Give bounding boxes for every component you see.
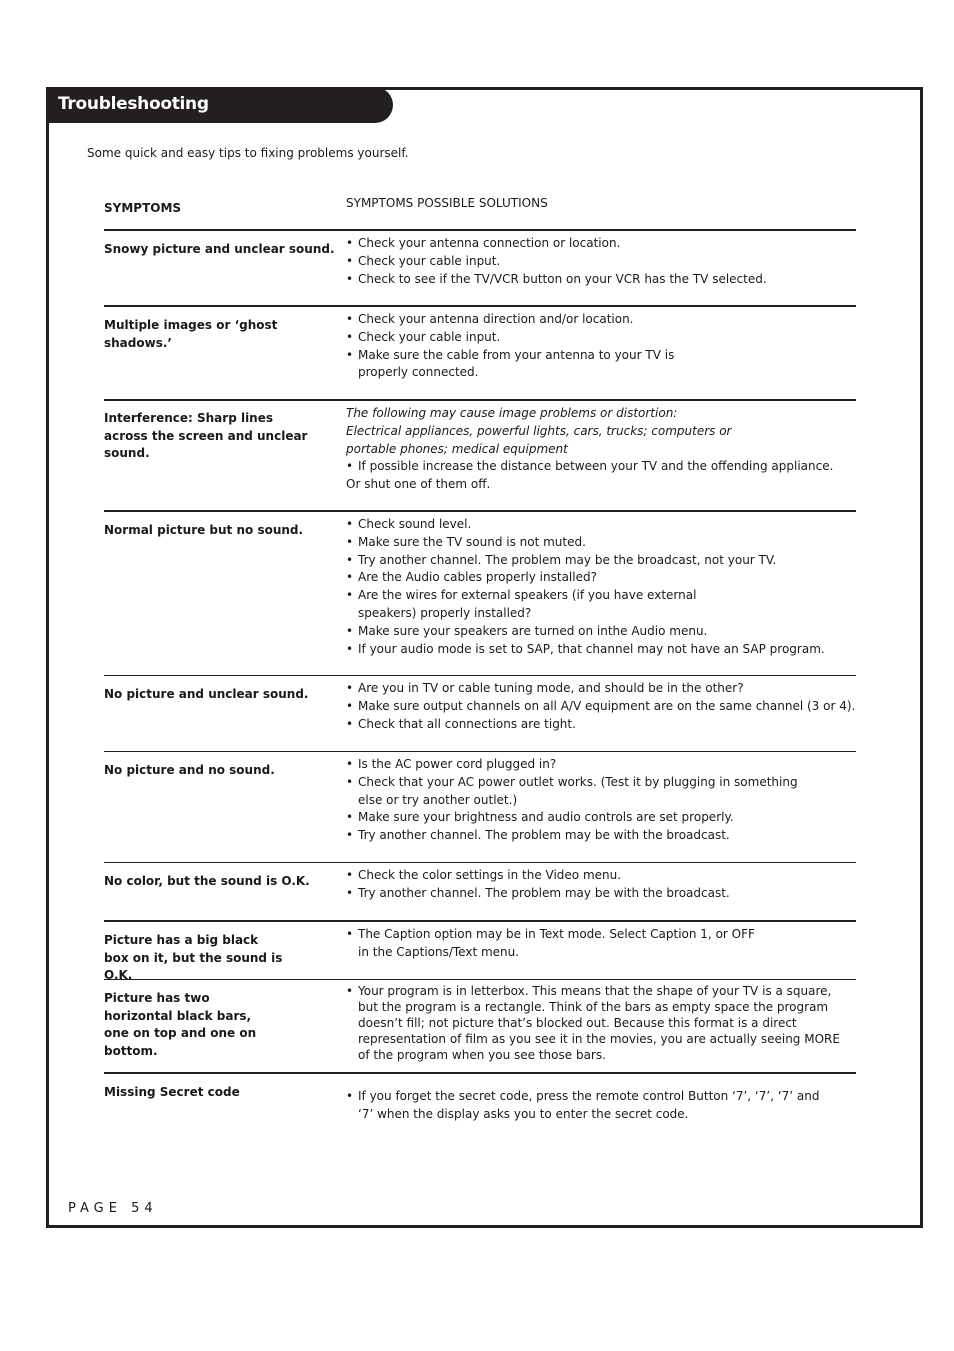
symptom-label: Picture has a big black box on it, but the sound is O.K. <box>104 933 283 982</box>
solution-list <box>346 680 856 733</box>
solution-item: • Are you in TV or cable tuning mode, and should be in the other? <box>346 680 851 698</box>
solution-item: • If your audio mode is set to SAP, that channel may not have an SAP program. <box>346 641 826 659</box>
solution-list <box>346 867 846 903</box>
solution-item: • Make sure your speakers are turned on inthe Audio menu. <box>346 623 826 641</box>
symptom-label: No picture and unclear sound. <box>104 687 309 701</box>
solution-item: • Check the color settings in the Video menu. <box>346 867 846 885</box>
symptom-label: Multiple images or ‘ghost shadows.’ <box>104 318 278 350</box>
table-rule <box>104 305 856 307</box>
solution-list <box>346 405 846 494</box>
solution-item: • Check your antenna direction and/or location. <box>346 311 676 329</box>
table-rule <box>104 510 856 512</box>
solutions-column-header: SYMPTOMS POSSIBLE SOLUTIONS <box>346 196 548 210</box>
solution-item: • Your program is in letterbox. This means that the shape of your TV is a square, but the program is a rectangle. Think of the bars as empty space the program doesn’t fill; not picture that’s blocked out. Because this format is a direct representation of film as you see it in the movies, you are actually seeing MORE of the program when you see those bars. <box>346 983 841 1063</box>
note-line: portable phones; medical equipment <box>346 441 568 456</box>
solution-list <box>346 926 756 962</box>
symptom-label: Interference: Sharp lines across the screen and unclear sound. <box>104 411 308 460</box>
solution-item: • Try another channel. The problem may be with the broadcast. <box>346 827 796 845</box>
table-rule <box>104 862 856 863</box>
symptom-label: Picture has two horizontal black bars, one on top and one on bottom. <box>104 991 257 1058</box>
solution-item: • If possible increase the distance between your TV and the offending appliance. <box>346 458 846 476</box>
symptom-label: No color, but the sound is O.K. <box>104 874 310 888</box>
table-rule <box>104 920 856 922</box>
symptom-label: Snowy picture and unclear sound. <box>104 242 335 256</box>
solution-item: • The Caption option may be in Text mode. Select Caption 1, or OFF in the Captions/Text menu. <box>346 926 756 962</box>
table-rule <box>104 229 856 231</box>
table-rule <box>104 399 856 401</box>
solution-list <box>346 1088 836 1124</box>
symptom-label: Normal picture but no sound. <box>104 523 304 537</box>
solution-item: • Make sure the TV sound is not muted. <box>346 534 826 552</box>
solution-item: • Try another channel. The problem may be with the broadcast. <box>346 885 846 903</box>
page-title: Troubleshooting <box>58 94 209 114</box>
solution-list <box>346 235 846 288</box>
page-number: PAGE 54 <box>68 1201 158 1216</box>
note-line: Electrical appliances, powerful lights, cars, trucks; computers or <box>346 423 732 438</box>
solution-item: • Are the wires for external speakers (if you have external speakers) properly installed? <box>346 587 758 623</box>
solution-item: • Are the Audio cables properly installed? <box>346 569 826 587</box>
solution-list <box>346 311 676 382</box>
note-line: The following may cause image problems or distortion: <box>346 406 678 420</box>
solution-item: • Check sound level. <box>346 516 826 534</box>
solution-list <box>346 516 826 658</box>
solution-item: • Check your cable input. <box>346 253 846 271</box>
solution-item: • Is the AC power cord plugged in? <box>346 756 796 774</box>
solution-item: • Try another channel. The problem may be the broadcast, not your TV. <box>346 552 826 570</box>
solution-list <box>346 756 796 845</box>
intro-text: Some quick and easy tips to fixing problems yourself. <box>87 146 409 160</box>
solution-item: • Make sure the cable from your antenna to your TV is properly connected. <box>346 347 676 383</box>
solution-item: • Check to see if the TV/VCR button on your VCR has the TV selected. <box>346 271 846 289</box>
table-rule <box>104 751 856 752</box>
solution-item: • Check that your AC power outlet works. (Test it by plugging in something else or try another outlet.) <box>346 774 798 810</box>
symptom-label: No picture and no sound. <box>104 763 275 777</box>
symptoms-column-header: SYMPTOMS <box>104 201 182 215</box>
solution-list <box>346 983 841 1063</box>
table-rule <box>104 1072 856 1074</box>
solution-continuation: Or shut one of them off. <box>346 477 491 492</box>
solution-item: • Make sure output channels on all A/V equipment are on the same channel (3 or 4). <box>346 698 851 716</box>
solution-item: • Check your antenna connection or location. <box>346 235 846 253</box>
solution-item: • Check that all connections are tight. <box>346 716 851 734</box>
solution-item: • Check your cable input. <box>346 329 676 347</box>
table-rule <box>104 675 856 676</box>
solution-item: • If you forget the secret code, press the remote control Button ‘7’, ‘7’, ‘7’ and ‘7’ when the display asks you to enter the secret code. <box>346 1088 836 1124</box>
symptom-label: Missing Secret code <box>104 1085 240 1099</box>
solution-item: • Make sure your brightness and audio controls are set properly. <box>346 809 796 827</box>
